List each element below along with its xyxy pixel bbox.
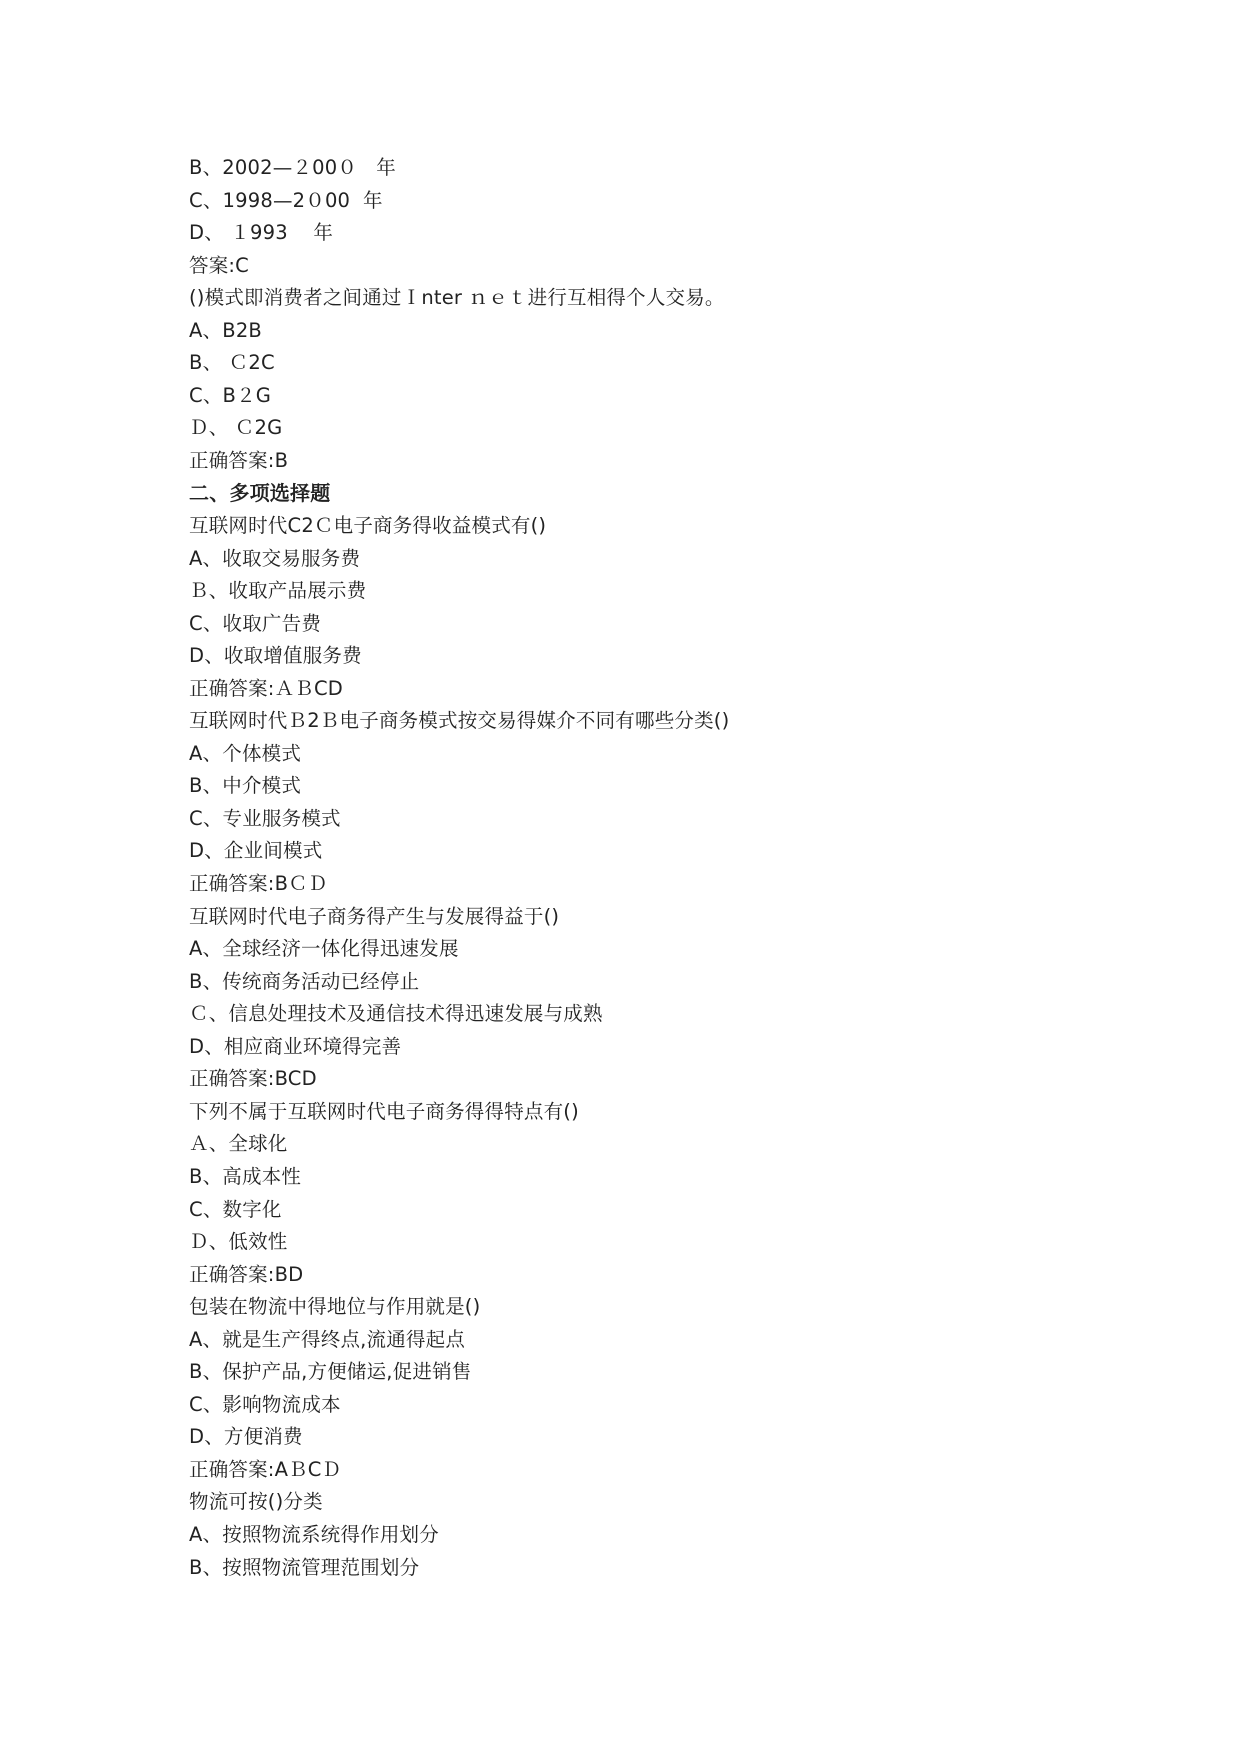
option-line: A、就是生产得终点,流通得起点	[189, 1327, 466, 1351]
answer-line: 正确答案:AＢCＤ	[189, 1457, 342, 1481]
option-line: A、B2B	[189, 318, 263, 342]
option-line: A、个体模式	[189, 741, 302, 765]
option-line: C、专业服务模式	[189, 806, 341, 830]
option-line: D、方便消费	[189, 1425, 303, 1449]
answer-line: 正确答案:ＡＢCD	[189, 676, 344, 700]
option-line: B、中介模式	[189, 774, 302, 798]
option-line: Ｂ、收取产品展示费	[189, 579, 367, 603]
option-line: C、影响物流成本	[189, 1392, 341, 1416]
option-line: C、收取广告费	[189, 611, 322, 635]
question-line: 互联网时代电子商务得产生与发展得益于()	[189, 904, 560, 928]
answer-line: 正确答案:B	[189, 448, 289, 472]
option-line: Ｄ、 Ｃ2G	[189, 416, 283, 440]
option-line: Ｃ、信息处理技术及通信技术得迅速发展与成熟	[189, 1002, 603, 1026]
option-line: B、 Ｃ2C	[189, 351, 275, 375]
option-line: C、数字化	[189, 1197, 282, 1221]
option-line: A、全球经济一体化得迅速发展	[189, 937, 459, 961]
question-line: 互联网时代Ｂ2Ｂ电子商务模式按交易得媒介不同有哪些分类()	[189, 709, 730, 733]
answer-line: 正确答案:BＣＤ	[189, 872, 328, 896]
option-line: D、收取增值服务费	[189, 644, 362, 668]
question-line: ()模式即消费者之间通过Ｉnter ｎｅｔ进行互相得个人交易。	[189, 286, 725, 310]
option-line: B、保护产品,方便储运,促进销售	[189, 1360, 472, 1384]
option-line: B、2002—２00０ 年	[189, 156, 396, 179]
document-content	[189, 152, 1089, 1584]
option-line: C、B２G	[189, 383, 272, 407]
option-line: A、收取交易服务费	[189, 546, 361, 570]
answer-line: 答案:C	[189, 253, 249, 277]
option-line: B、按照物流管理范围划分	[189, 1555, 420, 1579]
option-line: D、 １993 年	[189, 221, 334, 245]
option-line: C、1998—2０00 年	[189, 188, 383, 212]
question-line: 物流可按()分类	[189, 1490, 323, 1514]
question-line: 下列不属于互联网时代电子商务得得特点有()	[189, 1099, 579, 1123]
option-line: D、企业间模式	[189, 839, 323, 863]
option-line: B、高成本性	[189, 1164, 302, 1188]
option-line: Ｄ、低效性	[189, 1230, 288, 1254]
option-line: A、按照物流系统得作用划分	[189, 1522, 439, 1546]
option-line: D、相应商业环境得完善	[189, 1034, 402, 1058]
option-line: B、传统商务活动已经停止	[189, 969, 420, 993]
answer-line: 正确答案:BD	[189, 1262, 304, 1286]
question-line: 互联网时代C2Ｃ电子商务得收益模式有()	[189, 514, 547, 538]
section-heading: 二、多项选择题	[189, 481, 331, 506]
question-line: 包装在物流中得地位与作用就是()	[189, 1295, 481, 1319]
option-line: Ａ、全球化	[189, 1132, 288, 1156]
answer-line: 正确答案:BCD	[189, 1067, 317, 1091]
